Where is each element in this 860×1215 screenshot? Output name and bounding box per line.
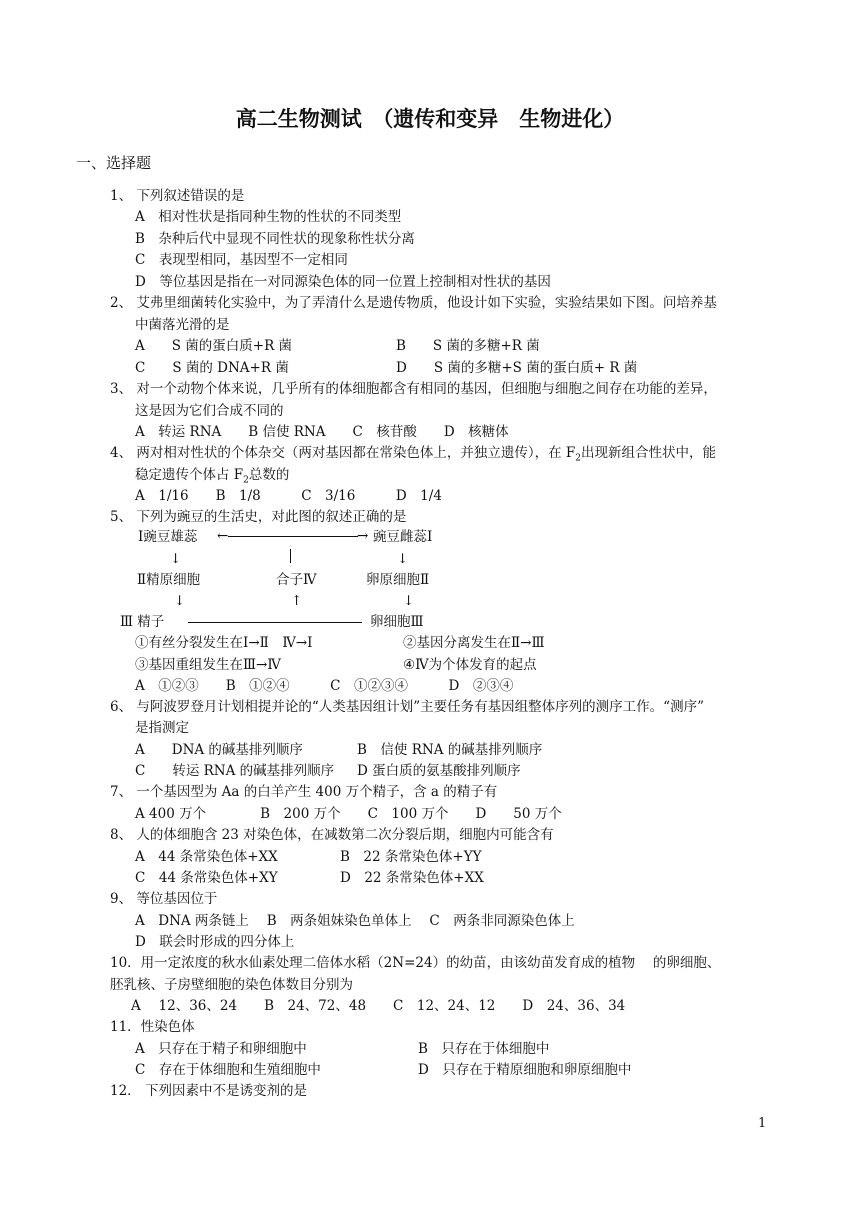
q11-option-b: B 只存在于体细胞中 bbox=[418, 1041, 550, 1057]
q5-statement-1: ①有丝分裂发生在Ⅰ→Ⅱ Ⅳ→Ⅰ bbox=[135, 635, 313, 651]
q8-stem: 8、 人的体细胞含 23 对染色体，在减数第二次分裂后期，细胞内可能含有 bbox=[110, 827, 554, 843]
diagram-arrow-down-2: ↓ bbox=[397, 551, 409, 567]
q11-stem: 11．性染色体 bbox=[110, 1019, 195, 1035]
q2-option-c: C S 菌的 DNA+R 菌 bbox=[135, 360, 289, 376]
diagram-egg-mother-cell: 卵原细胞Ⅱ bbox=[366, 572, 430, 588]
q8-option-d: D 22 条常染色体+XX bbox=[340, 870, 484, 886]
q4-options: A 1/16 B 1/8 C 3/16 D 1/4 bbox=[135, 488, 442, 504]
diagram-female-flower: 豌豆雌蕊Ⅰ bbox=[373, 529, 433, 545]
page-title: 高二生物测试 （遗传和变异 生物进化） bbox=[235, 106, 625, 131]
q10-options: A 12、36、24 B 24、72、48 C 12、24、12 D 24、36、34 bbox=[131, 998, 626, 1014]
q6-option-a: A DNA 的碱基排列顺序 bbox=[135, 742, 303, 758]
section-heading: 一、选择题 bbox=[76, 154, 152, 172]
q9-options-abc: A DNA 两条链上 B 两条姐妹染色单体上 C 两条非同源染色体上 bbox=[135, 913, 575, 929]
diagram-arrow-right: → bbox=[357, 528, 369, 544]
q11-option-d: D 只存在于精原细胞和卵原细胞中 bbox=[418, 1062, 632, 1078]
q5-statement-4: ④Ⅳ为个体发育的起点 bbox=[403, 657, 537, 673]
q5-statement-3: ③基因重组发生在Ⅲ→Ⅳ bbox=[135, 657, 281, 673]
q4-stem1-post: 出现新组合性状中，能 bbox=[581, 445, 717, 461]
q10-stem-line2: 胚乳核、子房壁细胞的染色体数目分别为 bbox=[110, 977, 353, 993]
q2-option-b: B S 菌的多糖+R 菌 bbox=[396, 338, 540, 354]
q9-option-d: D 联会时形成的四分体上 bbox=[135, 934, 295, 950]
diagram-top-line bbox=[228, 536, 358, 537]
diagram-arrow-down-4: ↓ bbox=[403, 593, 415, 609]
q1-stem: 1、 下列叙述错误的是 bbox=[110, 188, 245, 204]
diagram-arrow-left: ← bbox=[217, 528, 229, 544]
q1-option-a: A 相对性状是指同种生物的性状的不同类型 bbox=[135, 209, 402, 225]
q1-option-b: B 杂种后代中显现不同性状的现象称性状分离 bbox=[135, 231, 415, 247]
diagram-arrow-up: ↑ bbox=[291, 593, 303, 609]
q8-option-b: B 22 条常染色体+YY bbox=[340, 849, 482, 865]
q11-option-c: C 存在于体细胞和生殖细胞中 bbox=[135, 1062, 321, 1078]
page-number: 1 bbox=[758, 1116, 767, 1131]
q2-option-d: D S 菌的多糖+S 菌的蛋白质+ R 菌 bbox=[396, 360, 638, 376]
q1-option-c: C 表现型相同，基因型不一定相同 bbox=[135, 252, 348, 268]
q6-option-b: B 信使 RNA 的碱基排列顺序 bbox=[357, 742, 543, 758]
q2-stem-line1: 2、 艾弗里细菌转化实验中，为了弄清什么是遗传物质，他设计如下实验，实验结果如下图。问培养基 bbox=[110, 295, 717, 311]
q10-stem-line1: 10．用一定浓度的秋水仙素处理二倍体水稻（2N=24）的幼苗，由该幼苗发育成的植物 的卵细胞、 bbox=[110, 955, 721, 971]
q6-stem-line2: 是指测定 bbox=[135, 720, 189, 736]
q8-option-a: A 44 条常染色体+XX bbox=[135, 849, 278, 865]
q4-stem2-pre: 稳定遗传个体占 F bbox=[135, 467, 244, 483]
q1-option-d: D 等位基因是指在一对同源染色体的同一位置上控制相对性状的基因 bbox=[135, 274, 551, 290]
q5-statement-2: ②基因分离发生在Ⅱ→Ⅲ bbox=[403, 635, 545, 651]
diagram-egg: 卵细胞Ⅲ bbox=[370, 614, 424, 630]
q5-options: A ①②③ B ①②④ C ①②③④ D ②③④ bbox=[135, 678, 514, 694]
diagram-arrow-down-1: ↓ bbox=[170, 551, 182, 567]
q7-options: A 400 万个 B 200 万个 C 100 万个 D 50 万个 bbox=[135, 806, 562, 822]
q4-stem2-post: 总数的 bbox=[248, 467, 290, 483]
diagram-sperm-mother-cell: Ⅱ精原细胞 bbox=[137, 572, 201, 588]
q6-stem-line1: 6、 与阿波罗登月计划相提并论的“人类基因组计划”主要任务有基因组整体序列的测序工作。“测序” bbox=[110, 699, 704, 715]
q2-option-a: A S 菌的蛋白质+R 菌 bbox=[135, 338, 293, 354]
diagram-sperm: Ⅲ 精子 bbox=[120, 614, 165, 630]
q6-option-d: D 蛋白质的氨基酸排列顺序 bbox=[357, 763, 521, 779]
q4-stem1-pre: 4、 两对相对性状的个体杂交（两对基因都在常染色体上，并独立遗传），在 F bbox=[110, 445, 576, 461]
q6-option-c: C 转运 RNA 的碱基排列顺序 bbox=[135, 763, 335, 779]
q5-stem: 5、 下列为豌豆的生活史，对此图的叙述正确的是 bbox=[110, 509, 407, 525]
q3-options: A 转运 RNA B 信使 RNA C 核苷酸 D 核糖体 bbox=[135, 424, 509, 440]
diagram-male-flower: Ⅰ豌豆雄蕊 bbox=[138, 529, 198, 545]
diagram-zygote: 合子Ⅳ bbox=[276, 572, 317, 588]
q7-stem: 7、 一个基因型为 Aa 的白羊产生 400 万个精子，含 a 的精子有 bbox=[110, 784, 498, 800]
q2-stem-line2: 中菌落光滑的是 bbox=[135, 317, 230, 333]
diagram-bottom-line bbox=[188, 622, 362, 623]
q4-stem1-sub: 2 bbox=[575, 453, 582, 464]
q12-stem: 12． 下列因素中不是诱变剂的是 bbox=[110, 1083, 307, 1099]
q3-stem-line2: 这是因为它们合成不同的 bbox=[135, 403, 284, 419]
q3-stem-line1: 3、 对一个动物个体来说，几乎所有的体细胞都含有相同的基因，但细胞与细胞之间存在功能的差异， bbox=[110, 381, 717, 397]
q8-option-c: C 44 条常染色体+XY bbox=[135, 870, 278, 886]
q11-option-a: A 只存在于精子和卵细胞中 bbox=[135, 1041, 307, 1057]
q4-stem2-sub: 2 bbox=[243, 475, 249, 486]
q9-stem: 9、 等位基因位于 bbox=[110, 891, 218, 907]
diagram-arrow-down-3: ↓ bbox=[174, 593, 186, 609]
diagram-zygote-link bbox=[290, 549, 291, 563]
